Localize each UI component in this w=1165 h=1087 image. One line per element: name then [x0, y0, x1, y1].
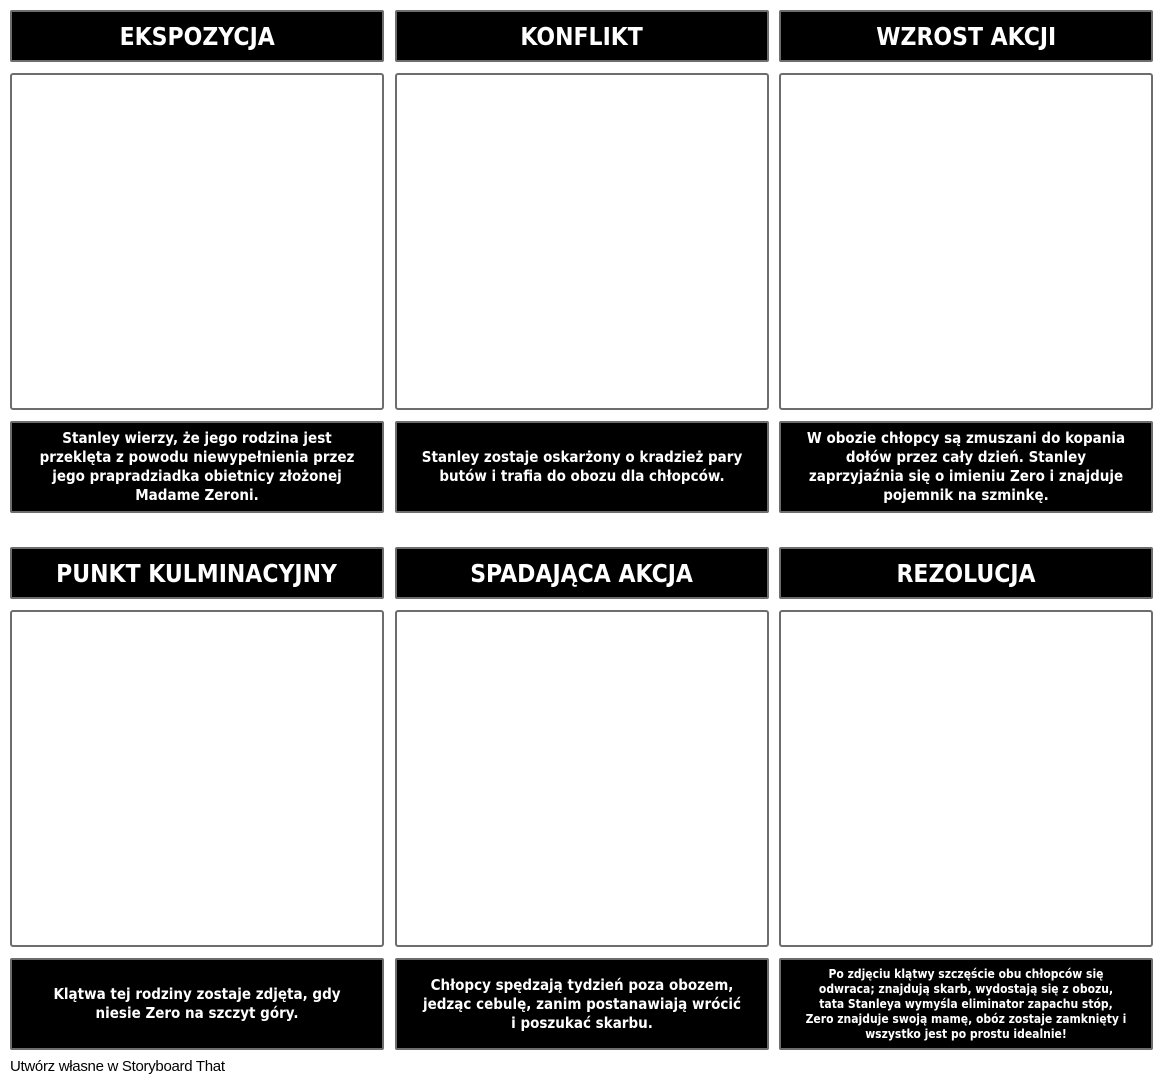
panel-image-frame[interactable] — [10, 610, 384, 947]
panel-konflikt — [395, 10, 769, 514]
panel-title — [779, 10, 1153, 62]
panel-title-text: KONFLIKT — [520, 21, 644, 51]
storyboard-row-2 — [10, 547, 1154, 1051]
storyboard-row-1 — [10, 10, 1154, 514]
panel-description — [395, 958, 769, 1050]
panel-title-text: PUNKT KULMINACYJNY — [56, 558, 338, 588]
panel-description-text: Po zdjęciu klątwy szczęście obu chłopców się odwraca; znajdują skarb, wydostają się z obozu, tata Stanleya wymyśla eliminator zapachu stóp, Zero znajduje swoją mamę, obóz zostaje zamknięty i wszystko jest po prostu idealnie! — [805, 966, 1127, 1041]
panel-spadajaca-akcja — [395, 547, 769, 1051]
panel-description-text: Klątwa tej rodziny zostaje zdjęta, gdy niesie Zero na szczyt góry. — [53, 985, 341, 1022]
panel-description — [779, 421, 1153, 513]
panel-image-frame[interactable] — [395, 73, 769, 410]
footer-credit-link[interactable]: Utwórz własne w Storyboard That — [10, 1058, 225, 1075]
panel-punkt-kulminacyjny — [10, 547, 384, 1051]
panel-image-frame[interactable] — [10, 73, 384, 410]
panel-title-text: WZROST AKCJI — [876, 21, 1056, 51]
panel-image-frame[interactable] — [779, 73, 1153, 410]
panel-title — [10, 547, 384, 599]
panel-image-frame[interactable] — [779, 610, 1153, 947]
panel-image-frame[interactable] — [395, 610, 769, 947]
panel-description — [10, 958, 384, 1050]
panel-description-text: Stanley zostaje oskarżony o kradzież pary butów i trafia do obozu dla chłopców. — [421, 448, 743, 485]
panel-ekspozycja — [10, 10, 384, 514]
panel-title — [395, 547, 769, 599]
panel-title — [10, 10, 384, 62]
panel-description — [10, 421, 384, 513]
panel-rezolucja — [779, 547, 1153, 1051]
panel-title — [395, 10, 769, 62]
panel-description-text: Chłopcy spędzają tydzień poza obozem, jedząc cebulę, zanim postanawiają wrócić i poszukać skarbu. — [422, 975, 742, 1032]
panel-wzrost-akcji — [779, 10, 1153, 514]
panel-description-text: W obozie chłopcy są zmuszani do kopania dołów przez cały dzień. Stanley zaprzyjaźnia się o imieniu Zero i znajduje pojemnik na szminkę. — [806, 429, 1126, 504]
storyboard-grid — [10, 10, 1154, 1051]
panel-description — [395, 421, 769, 513]
panel-title — [779, 547, 1153, 599]
panel-title-text: EKSPOZYCJA — [119, 21, 275, 51]
panel-title-text: REZOLUCJA — [896, 558, 1036, 588]
panel-description — [779, 958, 1153, 1050]
panel-description-text: Stanley wierzy, że jego rodzina jest przeklęta z powodu niewypełnienia przez jego prapradziadka obietnicy złożonej Madame Zeroni. — [39, 429, 355, 504]
panel-title-text: SPADAJĄCA AKCJA — [470, 558, 694, 588]
